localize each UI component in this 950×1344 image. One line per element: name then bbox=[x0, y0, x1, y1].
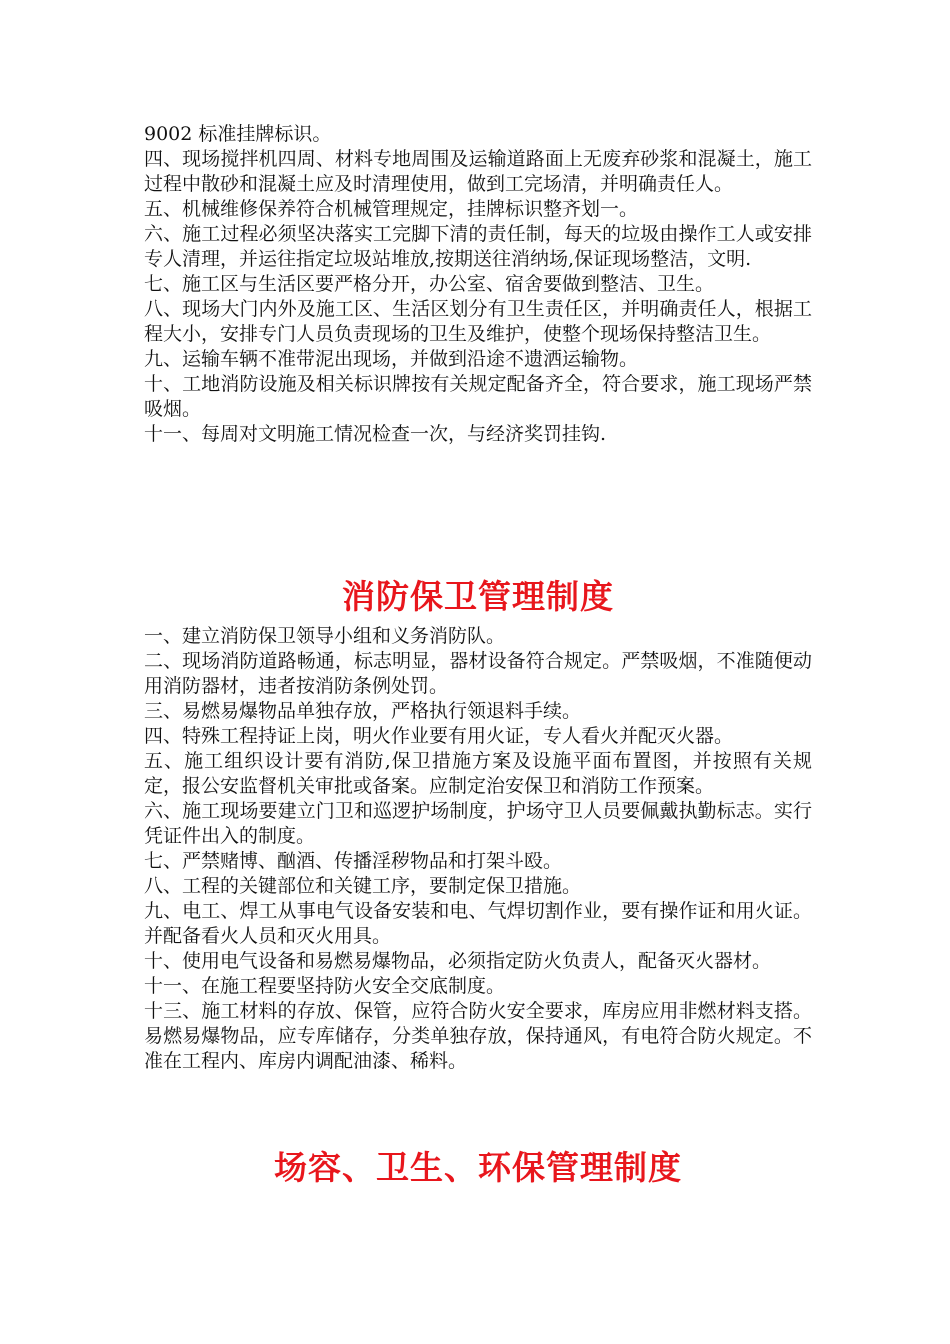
paragraph: 五、机械维修保养符合机械管理规定，挂牌标识整齐划一。 bbox=[144, 198, 639, 220]
paragraph: 十、使用电气设备和易燃易爆物品，必须指定防火负责人，配备灭火器材。 bbox=[144, 950, 772, 972]
paragraph: 9002 标准挂牌标识。 bbox=[144, 123, 332, 145]
paragraph: 四、现场搅拌机四周、材料专地周围及运输道路面上无废弃砂浆和混凝土，施工过程中散砂和混凝土应及时清理使用，做到工完场清，并明确责任人。 bbox=[144, 148, 812, 195]
paragraph: 六、施工过程必须坚决落实工完脚下清的责任制，每天的垃圾由操作工人或安排专人清理，并运往指定垃圾站堆放,按期送往消纳场,保证现场整洁，文明. bbox=[144, 223, 812, 270]
paragraph: 七、严禁赌博、酗酒、传播淫秽物品和打架斗殴。 bbox=[144, 850, 563, 872]
paragraph: 十三、施工材料的存放、保管，应符合防火安全要求，库房应用非燃材料支搭。易燃易爆物品，应专库储存，分类单独存放，保持通风，有电符合防火规定。不准在工程内、库房内调配油漆、稀料。 bbox=[144, 1000, 812, 1072]
paragraph: 三、易燃易爆物品单独存放，严格执行领退料手续。 bbox=[144, 700, 582, 722]
paragraph: 七、施工区与生活区要严格分开，办公室、宿舍要做到整洁、卫生。 bbox=[144, 273, 715, 295]
section-fire-security-body bbox=[144, 624, 812, 1074]
paragraph: 四、特殊工程持证上岗，明火作业要有用火证，专人看火并配灭火器。 bbox=[144, 725, 734, 747]
paragraph: 十一、在施工程要坚持防火安全交底制度。 bbox=[144, 975, 506, 997]
paragraph: 六、施工现场要建立门卫和巡逻护场制度，护场守卫人员要佩戴执勤标志。实行凭证件出入的制度。 bbox=[144, 800, 812, 847]
paragraph: 十一、每周对文明施工情况检查一次，与经济奖罚挂钩. bbox=[144, 423, 607, 445]
section-heading-fire-security: 消防保卫管理制度 bbox=[342, 577, 614, 616]
section-heading-site-hygiene: 场容、卫生、环保管理制度 bbox=[274, 1148, 682, 1187]
paragraph: 五、施工组织设计要有消防,保卫措施方案及设施平面布置图，并按照有关规定，报公安监督机关审批或备案。应制定治安保卫和消防工作预案。 bbox=[144, 750, 812, 797]
paragraph: 八、现场大门内外及施工区、生活区划分有卫生责任区，并明确责任人，根据工程大小，安排专门人员负责现场的卫生及维护，使整个现场保持整洁卫生。 bbox=[144, 298, 812, 345]
paragraph: 二、现场消防道路畅通，标志明显，器材设备符合规定。严禁吸烟，不准随便动用消防器材，违者按消防条例处罚。 bbox=[144, 650, 812, 697]
paragraph: 九、电工、焊工从事电气设备安装和电、气焊切割作业，要有操作证和用火证。并配备看火人员和灭火用具。 bbox=[144, 900, 812, 947]
paragraph: 九、运输车辆不准带泥出现场，并做到沿途不遗洒运输物。 bbox=[144, 348, 639, 370]
paragraph: 八、工程的关键部位和关键工序，要制定保卫措施。 bbox=[144, 875, 582, 897]
paragraph: 一、建立消防保卫领导小组和义务消防队。 bbox=[144, 625, 506, 647]
paragraph: 十、工地消防设施及相关标识牌按有关规定配备齐全，符合要求，施工现场严禁吸烟。 bbox=[144, 373, 812, 420]
section-continued-body bbox=[144, 122, 812, 447]
